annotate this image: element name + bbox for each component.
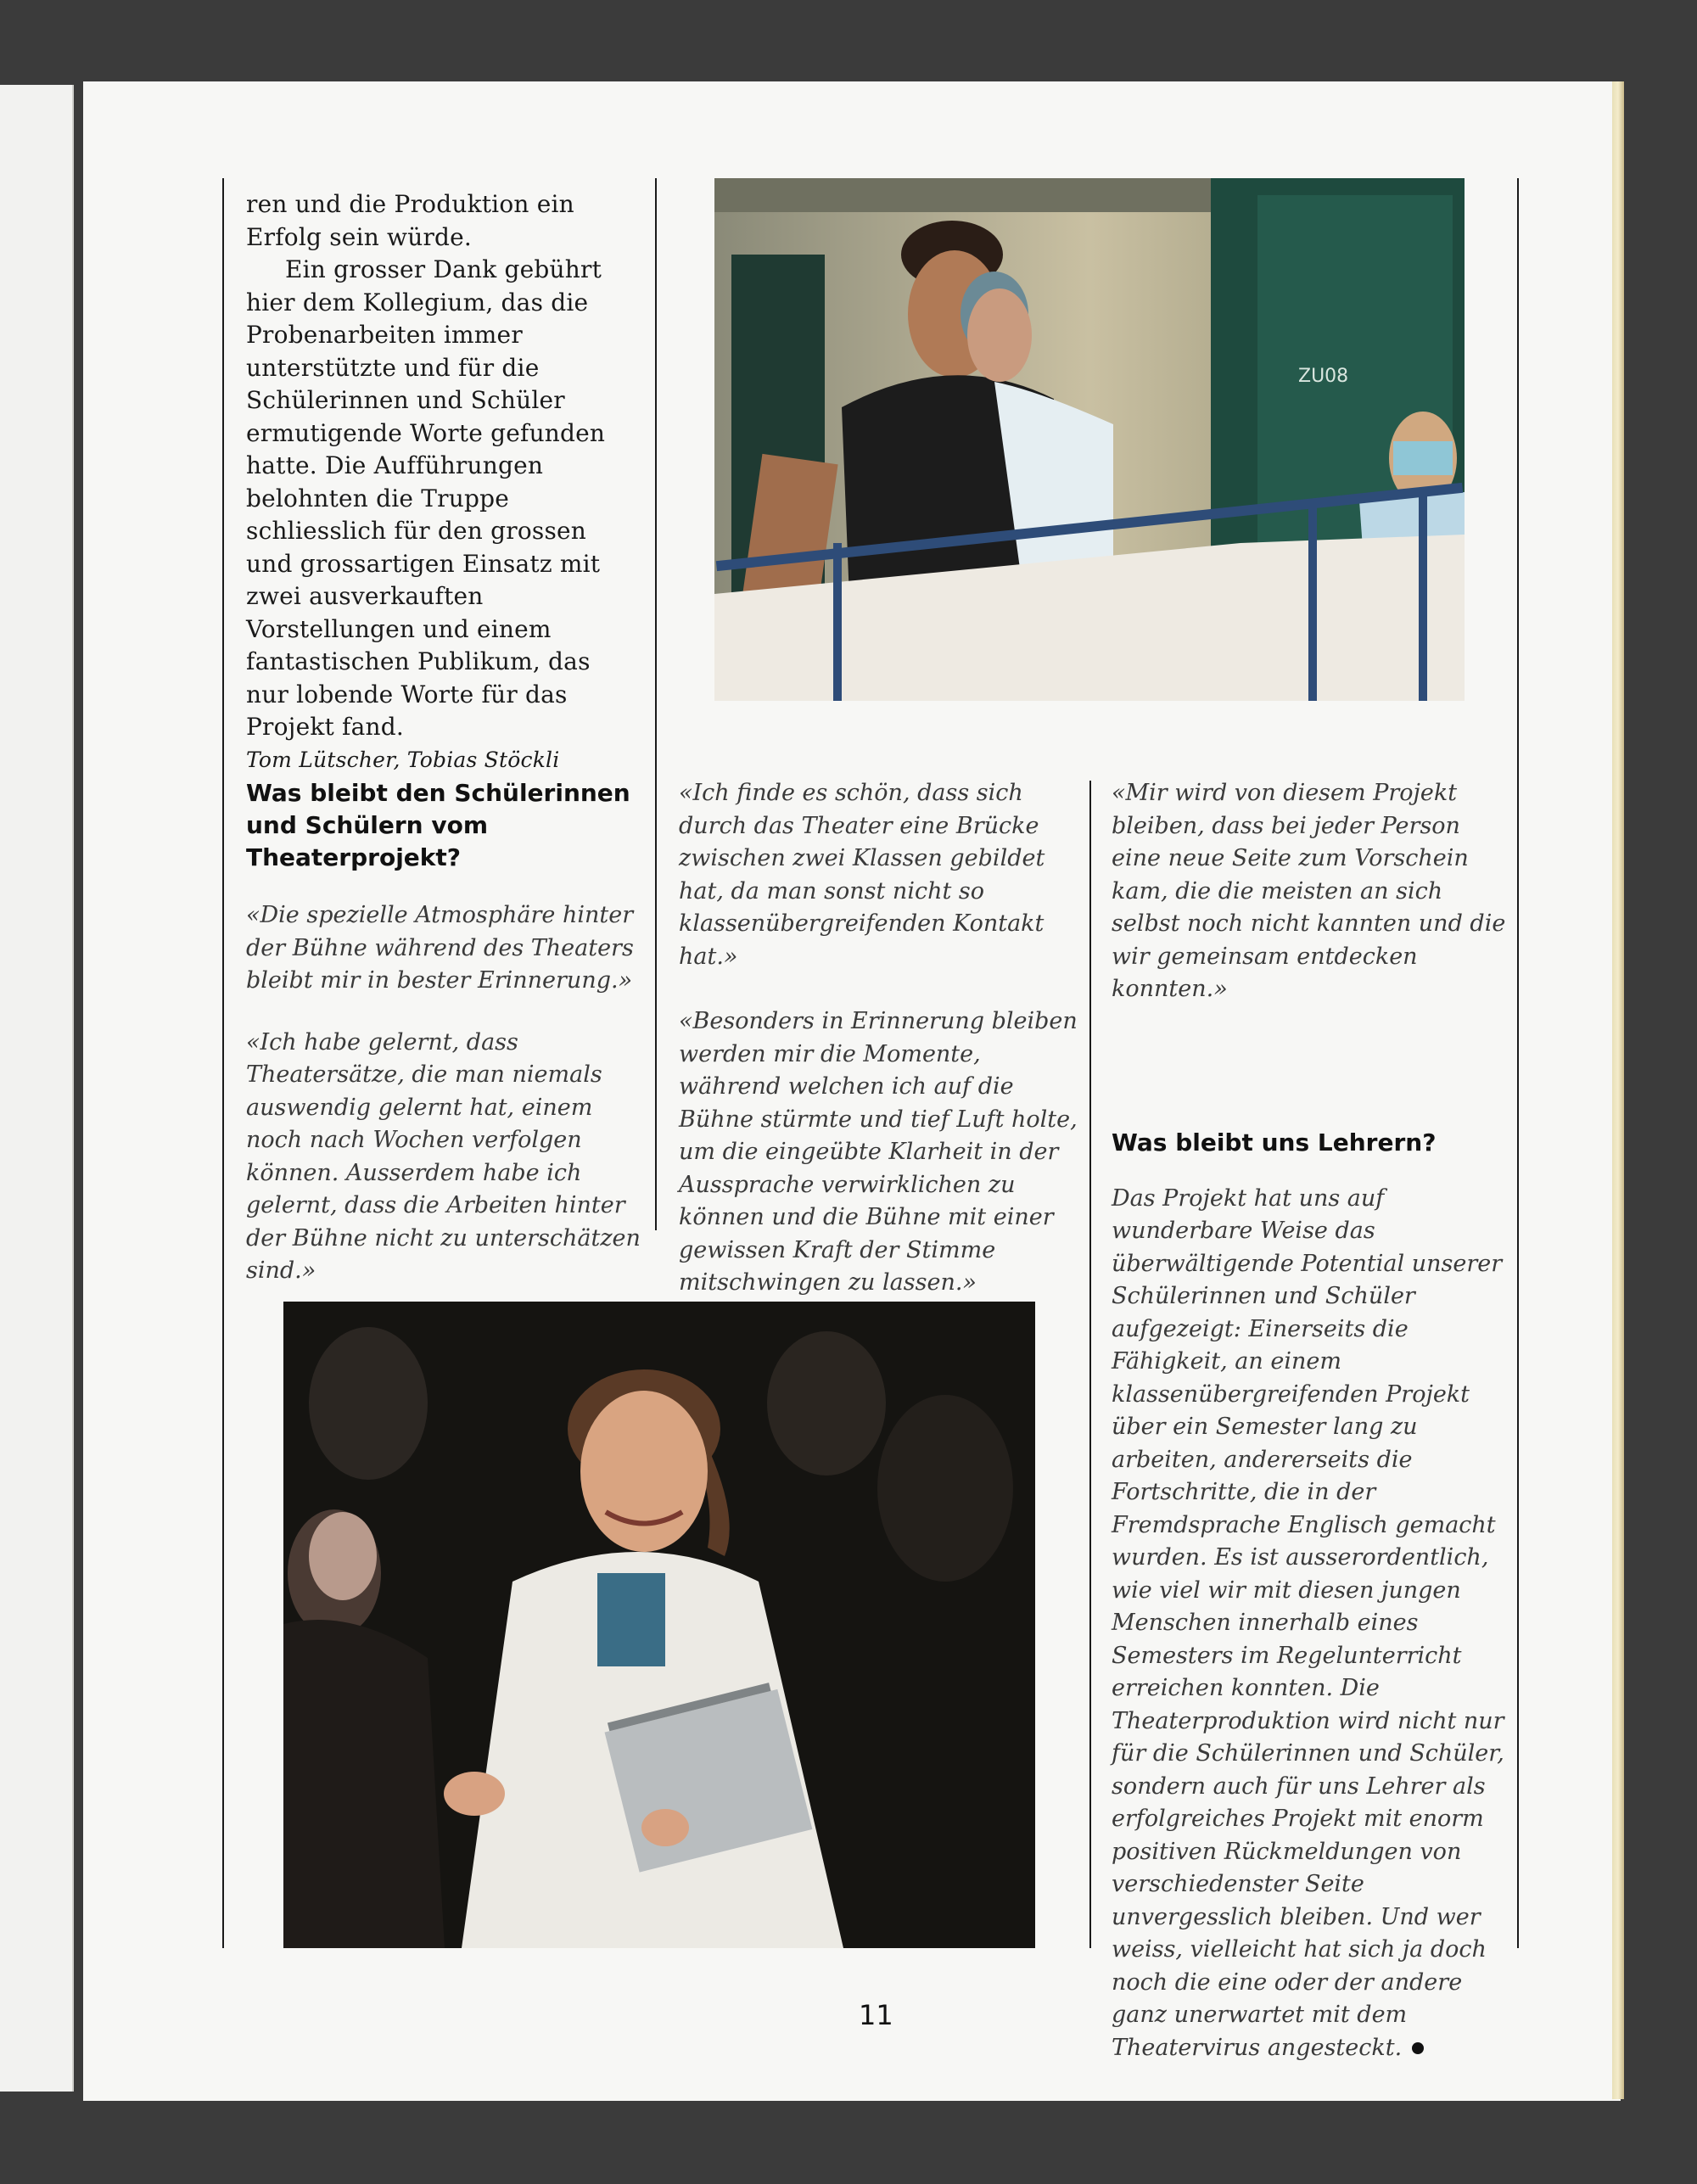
byline: Tom Lütscher, Tobias Stöckli (246, 747, 560, 772)
column-rule-right-top (1517, 178, 1519, 1948)
student-quote-4: «Besonders in Erinnerung bleiben werden mir die Momente, während welchen ich auf die Bühne stürmte und tief Luft holte, um die eingeübte Klarheit in der Aussprache verwirklichen zu können und die Bühne mit einer gewissen Kraft der Stimme mitschwingen zu lassen.» (679, 1008, 1078, 1296)
page-edge (1612, 81, 1624, 2099)
previous-page-edge (0, 85, 74, 2092)
teachers-section-body (1112, 1183, 1510, 2065)
column-rule-middle-top (655, 178, 657, 1230)
student-quote-3: «Ich finde es schön, dass sich durch das Theater eine Brücke zwischen zwei Klassen gebildet hat, da man sonst nicht so klassenübergreifenden Kontakt hat.» (679, 780, 1045, 970)
photo-stage-hospital-scene (714, 178, 1465, 701)
teachers-column (1112, 777, 1510, 2064)
student-quotes-column-2 (679, 777, 1078, 1300)
photo-actress-with-clipboard (283, 1302, 1035, 1948)
page-number: 11 (859, 1999, 893, 2031)
end-of-article-bullet (1412, 2042, 1424, 2054)
column-rule-left (222, 178, 224, 1948)
teachers-section-text: Das Projekt hat uns auf wunderbare Weise das überwältigende Potential unserer Schülerinnen und Schüler aufgezeigt: Einerseits die Fähigkeit, an einem klassenübergreifenden Projekt über ein Semester lang zu arbeiten, andererseits die Fortschritte, die in der Fremdsprache Englisch gemacht wurden. Es ist ausserordentlich, wie viel wir mit diesen jungen Menschen innerhalb eines Semesters im Regelunterricht erreichen konnten. Die Theaterproduktion wird nicht nur für die Schülerinnen und Schüler, sondern auch für uns Lehrer als erfolgreiches Projekt mit enorm positiven Rückmeldungen von verschiedenster Seite unvergesslich bleiben. Und wer weiss, vielleicht hat sich ja doch noch die eine oder der andere ganz unerwartet mit dem Theatervirus angesteckt. (1112, 1184, 1504, 2061)
student-quote-1: «Die spezielle Atmosphäre hinter der Bühne während des Theaters bleibt mir in bester Erinnerung.» (246, 902, 634, 994)
students-section-heading: Was bleibt den Schülerinnen und Schülern vom Theaterprojekt? (246, 779, 630, 871)
intro-paragraph-2: Ein grosser Dank gebührt hier dem Kollegium, das die Probenarbeiten immer unterstützte und für die Schülerinnen und Schüler ermutigende Worte gefunden hatte. Die Aufführungen belohnten die Truppe schliesslich für den grossen und grossartigen Einsatz mit zwei ausverkauften Vorstellungen und einem fantastischen Publikum, das nur lobende Worte für das Projekt fand. (246, 255, 606, 741)
student-quote-2: «Ich habe gelernt, dass Theatersätze, die man niemals auswendig gelernt hat, einem noch nach Wochen verfolgen können. Ausserdem habe ich gelernt, dass die Arbeiten hinter der Bühne nicht zu unterschätzen sind.» (246, 1028, 641, 1284)
student-quote-5: «Mir wird von diesem Projekt bleiben, dass bei jeder Person eine neue Seite zum Vorschein kam, die die meisten an sich selbst noch nicht kannten und die wir gemeinsam entdecken konnten.» (1112, 780, 1506, 1002)
intro-paragraph-1: ren und die Produktion ein Erfolg sein würde. (246, 190, 574, 251)
students-section (246, 777, 645, 1288)
photo-stage-hospital-scene-graphic (714, 178, 1465, 701)
photo-actress-with-clipboard-graphic (283, 1302, 1035, 1948)
intro-text (246, 188, 636, 776)
door-sign: ZU08 (1298, 366, 1349, 387)
teachers-section-heading: Was bleibt uns Lehrern? (1112, 1128, 1437, 1156)
column-rule-right-lower (1089, 781, 1091, 1948)
